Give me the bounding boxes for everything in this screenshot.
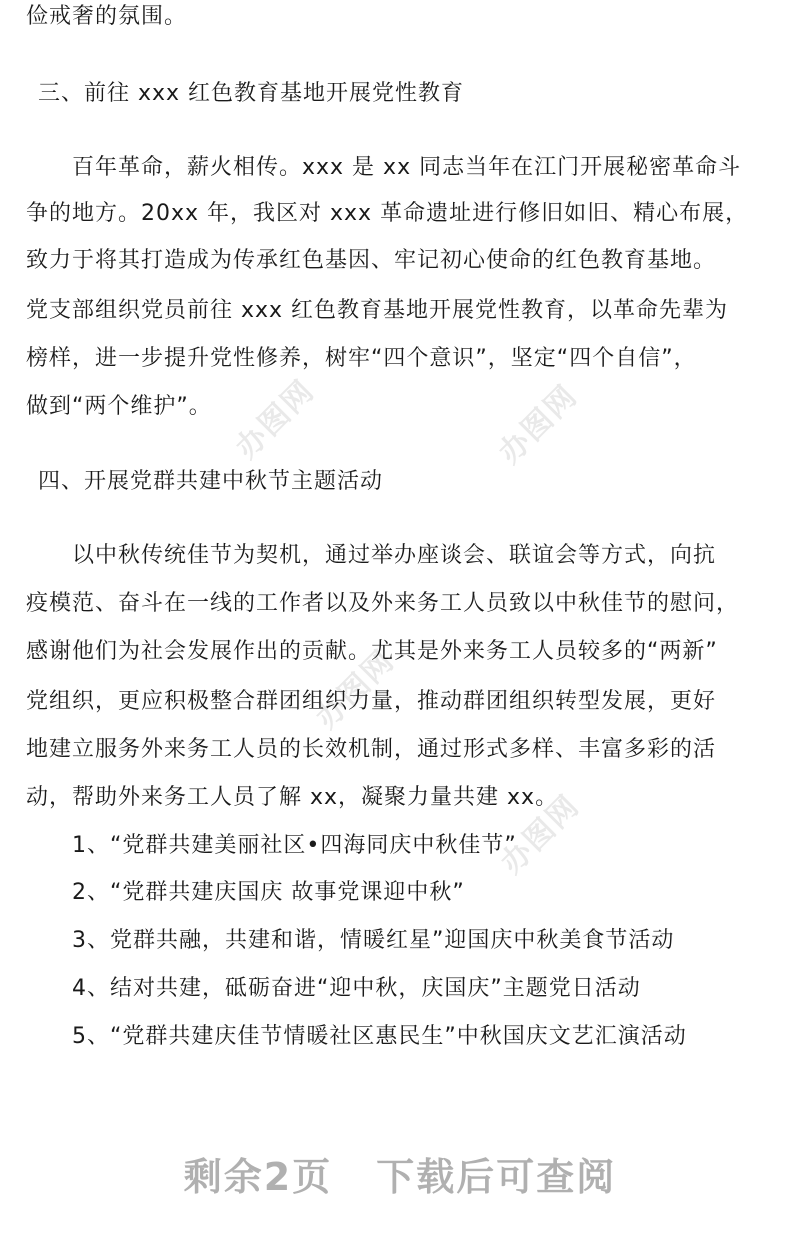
list-item: 3、党群共融，共建和谐，情暖红星”迎国庆中秋美食节活动 [72,928,675,953]
paragraph-line: 百年革命，薪火相传。xxx 是 xx 同志当年在江门开展秘密革命斗 [72,155,742,180]
section-heading: 四、开展党群共建中秋节主题活动 [38,469,384,494]
download-banner[interactable] [0,1146,800,1201]
watermark: 办图网 [492,378,585,471]
watermark: 办图网 [494,788,587,881]
download-prompt-text[interactable]: 下载后可查阅 [376,1155,617,1199]
watermark: 办图网 [229,373,322,466]
paragraph-line: 致力于将其打造成为传承红色基因、牢记初心使命的红色教育基地。 [26,248,717,273]
paragraph-line: 党组织，更应积极整合群团组织力量，推动群团组织转型发展，更好 [26,689,717,714]
remaining-pages-text: 剩余2页 [183,1155,333,1199]
paragraph-line: 地建立服务外来务工人员的长效机制，通过形式多样、丰富多彩的活 [26,737,717,762]
paragraph-line: 动，帮助外来务工人员了解 xx，凝聚力量共建 xx。 [26,785,559,810]
paragraph-line: 争的地方。20xx 年，我区对 xxx 革命遗址进行修旧如旧、精心布展， [26,201,749,226]
list-item: 5、“党群共建庆佳节情暖社区惠民生”中秋国庆文艺汇演活动 [72,1024,687,1049]
watermark: 办图网 [309,643,402,736]
paragraph-line: 党支部组织党员前往 xxx 红色教育基地开展党性教育，以革命先辈为 [26,298,729,323]
paragraph-line: 疫模范、奋斗在一线的工作者以及外来务工人员致以中秋佳节的慰问， [26,591,740,616]
section-heading: 三、前往 xxx 红色教育基地开展党性教育 [38,81,465,106]
paragraph-line: 俭戒奢的氛围。 [26,4,188,29]
paragraph-line: 感谢他们为社会发展作出的贡献。尤其是外来务工人员较多的“两新” [26,639,718,664]
paragraph-line: 做到“两个维护”。 [26,394,212,419]
list-item: 1、“党群共建美丽社区•四海同庆中秋佳节” [72,833,517,858]
list-item: 2、“党群共建庆国庆 故事党课迎中秋” [72,880,465,905]
paragraph-line: 以中秋传统佳节为契机，通过举办座谈会、联谊会等方式，向抗 [72,543,717,568]
paragraph-line: 榜样，进一步提升党性修养，树牢“四个意识”，坚定“四个自信”， [26,346,697,371]
list-item: 4、结对共建，砥砺奋进“迎中秋，庆国庆”主题党日活动 [72,976,641,1001]
